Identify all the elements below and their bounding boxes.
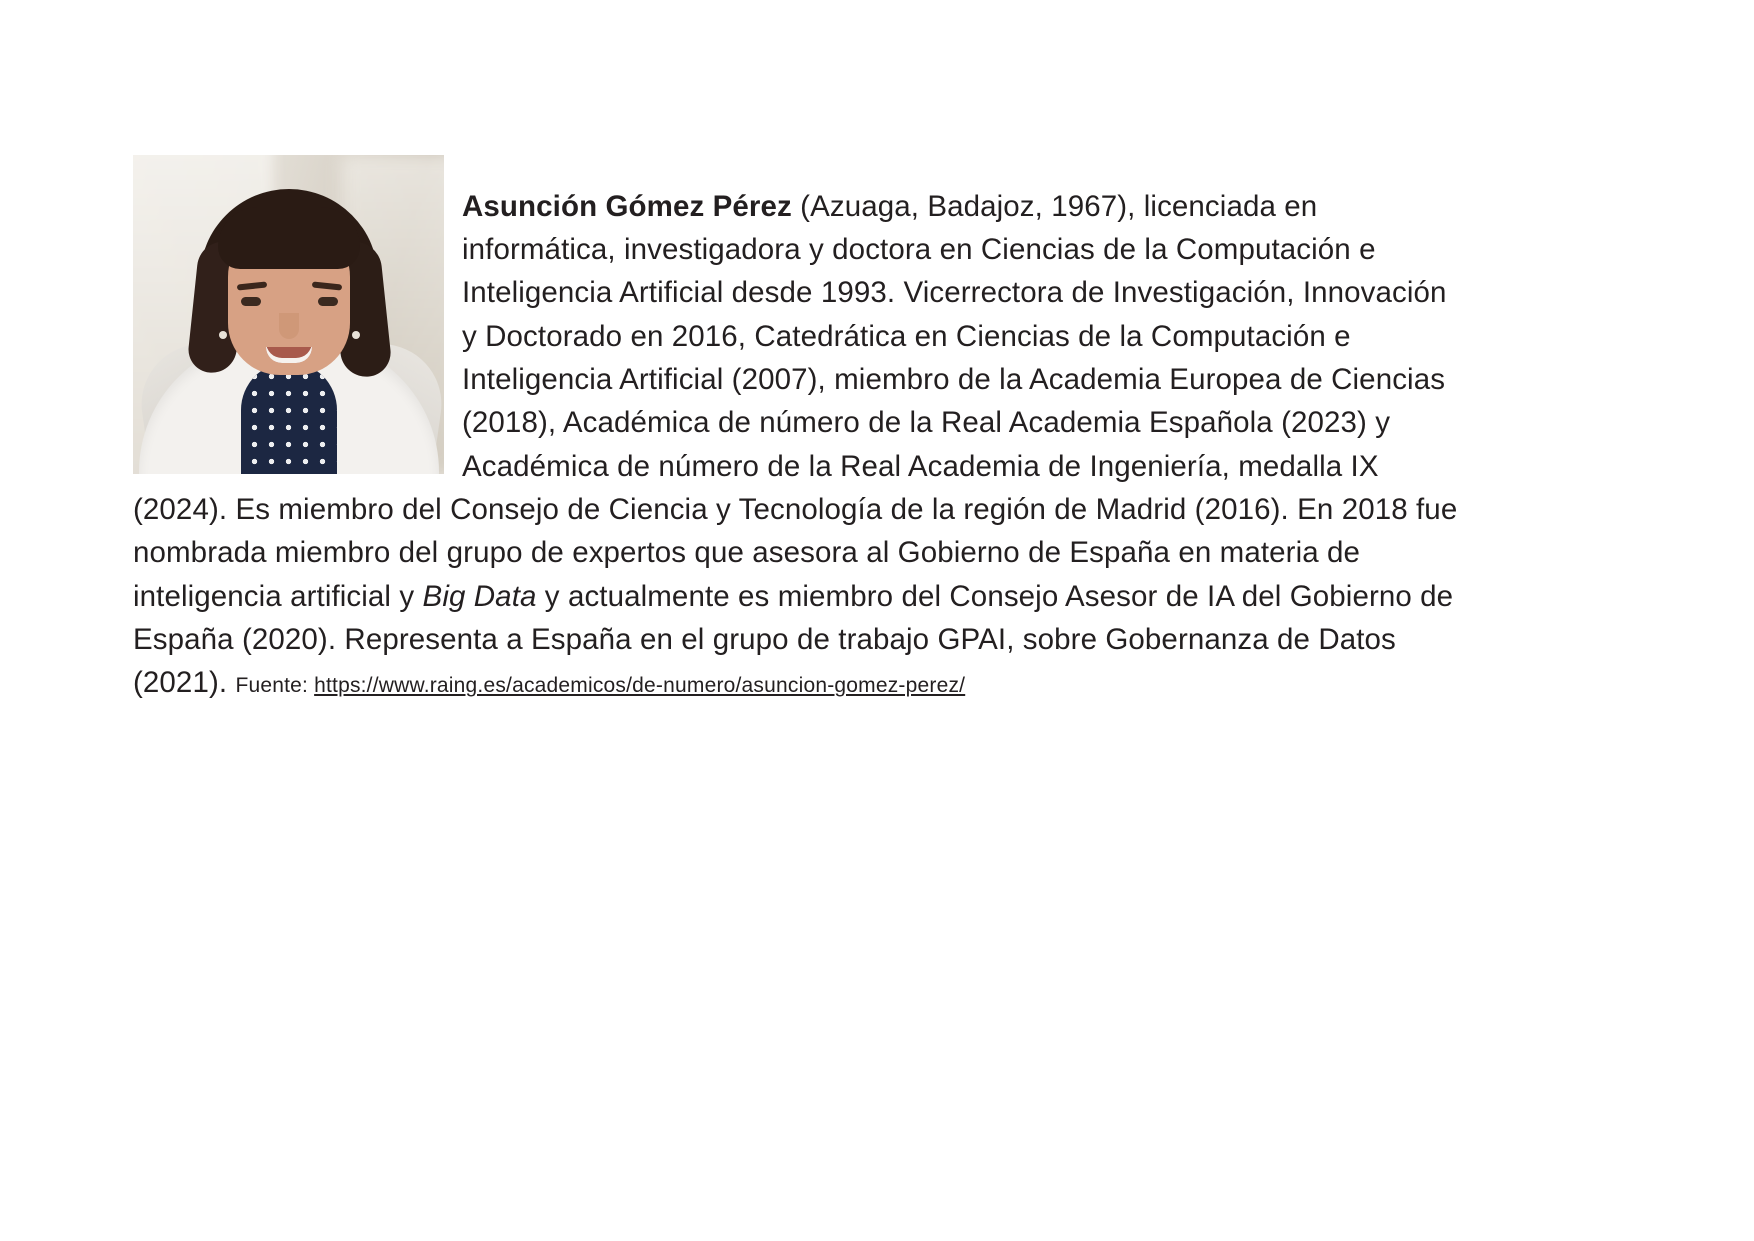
source-link[interactable]: https://www.raing.es/academicos/de-numero/asuncion-gomez-perez/ xyxy=(314,674,966,698)
eye-left xyxy=(241,297,261,306)
bio-text-part-2: y actualmente es miembro del Consejo Asesor de IA del Gobierno de España (2020). Representa a España en el grupo de trabajo GPAI, sobre Gobernanza de Datos (2021). xyxy=(133,579,1454,700)
portrait-photo xyxy=(133,155,444,474)
hair-fringe xyxy=(218,207,360,269)
earring-right xyxy=(352,331,360,339)
source-note xyxy=(235,674,965,697)
source-label: Fuente: xyxy=(235,674,315,698)
bio-block xyxy=(133,155,1458,734)
blouse xyxy=(241,362,337,474)
bio-emphasis: Big Data xyxy=(422,579,537,613)
earring-left xyxy=(219,331,227,339)
bio-text-part-1: (Azuaga, Badajoz, 1967), licenciada en informática, investigadora y doctora en Ciencias de la Computación e Inteligencia Artificial desde 1993. Vicerrectora de Investigación, Innovación y Doctorado en 2016, Catedrática en Ciencias de la Computación e Inteligencia Artificial (2007), miembro de la Academia Europea de Ciencias (2018), Académica de número de la Real Academia Española (2023) y Académica de número de la Real Academia de Ingeniería, medalla IX (2024). Es miembro del Consejo de Ciencia y Tecnología de la región de Madrid (2016). En 2018 fue nombrada miembro del grupo de expertos que asesora al Gobierno de España en materia de inteligencia artificial y xyxy=(133,189,1458,613)
person-name: Asunción Gómez Pérez xyxy=(462,189,792,223)
eye-right xyxy=(318,297,338,306)
nose xyxy=(279,313,299,339)
